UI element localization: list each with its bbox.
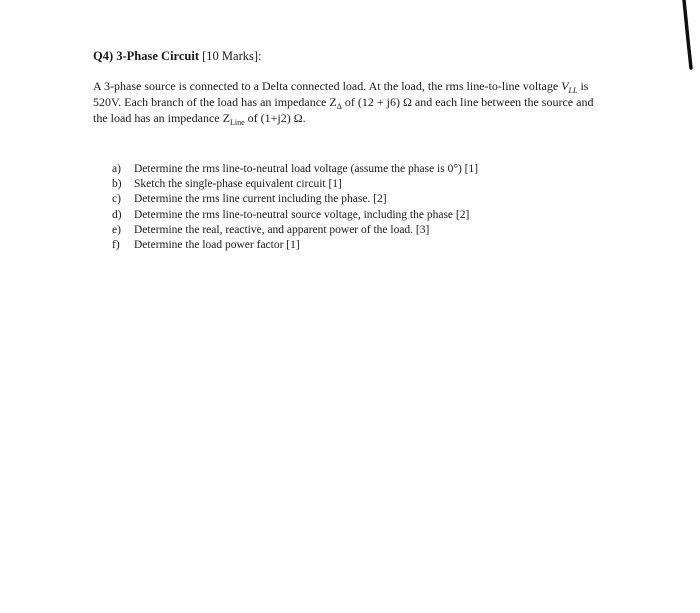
subquestion-letter: d) [112,208,122,221]
statement-line-2 [93,94,613,110]
statement-text: A 3-phase source is connected to a Delta connected load. At the load, the rms line-to-line voltage [93,79,562,93]
page-edge-line [682,0,700,613]
question-number: Q4) 3-Phase Circuit [93,49,200,63]
list-item [112,238,592,253]
list-item [112,177,592,192]
subquestion-text: Determine the real, reactive, and apparent power of the load. [3] [134,223,430,236]
line-subscript: Line [229,118,245,127]
subquestion-letter: b) [112,178,122,191]
subquestion-text: Determine the load power factor [1] [134,239,300,252]
statement-text: of (1+j2) Ω. [244,111,306,125]
statement-text: is [577,79,589,93]
subquestion-letter: a) [112,163,121,175]
list-item [112,223,592,238]
subquestion-text: Determine the rms line-to-neutral source voltage, including the phase [2] [134,208,470,221]
statement-text: 520V. Each branch of the load has an impedance Z [93,95,337,109]
question-marks: [10 Marks]: [202,49,262,63]
statement-text: the load has an impedance Z [93,111,230,125]
problem-statement [93,78,613,126]
question-title [93,48,262,64]
subquestion-list [112,162,592,253]
statement-line-3 [93,110,613,126]
subquestion-text: Determine the rms line-to-neutral load voltage (assume the phase is 0°) [1] [134,163,479,175]
delta-subscript: Δ [336,102,342,111]
list-item [112,162,592,177]
subquestion-letter: f) [112,239,120,252]
statement-text: of (12 + j6) Ω and each line between the source and [341,95,594,109]
subquestion-text: Sketch the single-phase equivalent circuit [1] [134,178,342,191]
voltage-symbol: V [561,79,569,93]
subquestion-text: Determine the rms line current including the phase. [2] [134,193,387,206]
list-item [112,208,592,223]
statement-line-1 [93,78,613,94]
subquestion-letter: e) [112,223,121,236]
subquestion-letter: c) [112,193,121,206]
list-item [112,192,592,207]
voltage-subscript: LL [568,86,578,95]
